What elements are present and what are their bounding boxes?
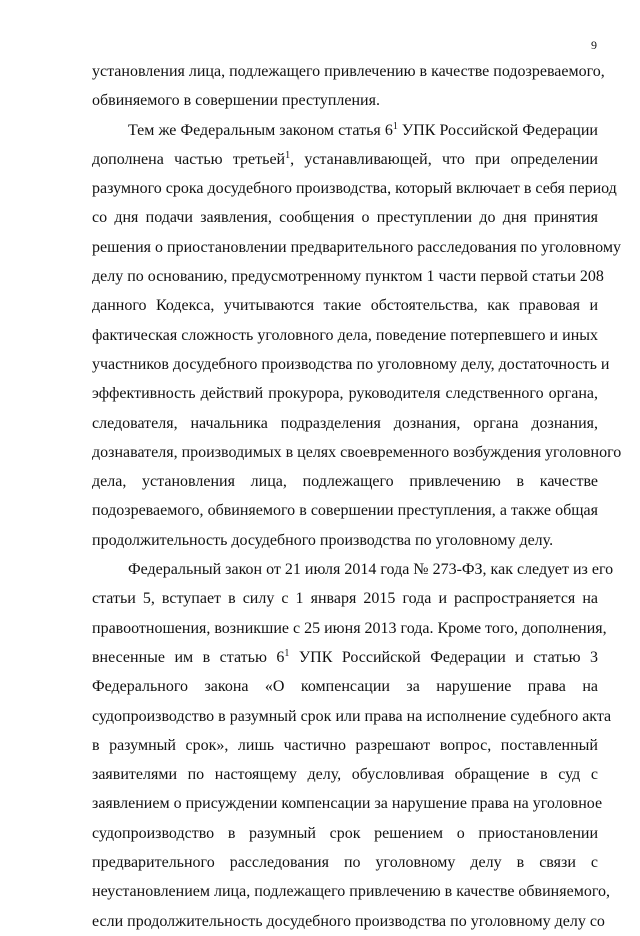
text-line: делу по основанию, предусмотренному пунктом 1 части первой статьи 208 bbox=[92, 268, 604, 286]
text-line: Федерального закона «О компенсации за нарушение права на bbox=[92, 678, 598, 696]
text-line: со дня подачи заявления, сообщения о преступлении до дня принятия bbox=[92, 209, 598, 227]
text-line: данного Кодекса, учитываются такие обстоятельства, как правовая и bbox=[92, 297, 598, 315]
text-line: судопроизводство в разумный срок решением о приостановлении bbox=[92, 824, 598, 842]
text-line: установления лица, подлежащего привлечению в качестве подозреваемого, bbox=[92, 63, 605, 80]
text-line: статьи 5, вступает в силу с 1 января 2015 года и распространяется на bbox=[92, 590, 598, 608]
text-line: решения о приостановлении предварительного расследования по уголовному bbox=[92, 238, 621, 256]
paragraph-end-line: обвиняемого в совершении преступления. bbox=[92, 92, 380, 110]
superscript: 1 bbox=[285, 149, 291, 161]
text-line: судопроизводство в разумный срок или права на исполнение судебного акта bbox=[92, 707, 612, 725]
text-line: фактическая сложность уголовного дела, поведение потерпевшего и иных bbox=[92, 326, 598, 344]
text-line: участников досудебного производства по уголовному делу, достаточность и bbox=[92, 355, 610, 373]
text-fragment: дополнена частью третьей bbox=[92, 150, 286, 168]
superscript: 1 bbox=[284, 647, 290, 659]
paragraph-start-line: Федеральный закон от 21 июля 2014 года № 273-ФЗ, как следует из его bbox=[128, 561, 614, 579]
text-fragment: внесенные им в статью 6 bbox=[92, 648, 285, 666]
text-line: следователя, начальника подразделения дознания, органа дознания, bbox=[92, 414, 598, 432]
superscript: 1 bbox=[392, 120, 398, 132]
text-line: эффективность действий прокурора, руководителя следственного органа, bbox=[92, 385, 598, 403]
text-line: предварительного расследования по уголовному делу в связи с bbox=[92, 854, 598, 872]
text-fragment: Тем же Федеральным законом статья 6 bbox=[128, 121, 393, 139]
document-body bbox=[92, 57, 622, 936]
text-line: заявителями по настоящему делу, обусловливая обращение в суд с bbox=[92, 766, 598, 784]
text-line: в разумный срок», лишь частично разрешают вопрос, поставленный bbox=[92, 736, 598, 754]
text-fragment: УПК Российской Федерации и статью 3 bbox=[289, 648, 599, 666]
text-line: если продолжительность досудебного производства по уголовному делу со bbox=[92, 912, 605, 930]
text-line bbox=[92, 145, 598, 174]
paragraph-end-line: продолжительность досудебного производства по уголовному делу. bbox=[92, 531, 554, 549]
text-line: неустановлением лица, подлежащего привлечению в качестве обвиняемого, bbox=[92, 883, 610, 901]
text-line: заявлением о присуждении компенсации за нарушение права на уголовное bbox=[92, 795, 603, 813]
text-line bbox=[92, 643, 598, 672]
text-line: подозреваемого, обвиняемого в совершении преступления, а также общая bbox=[92, 502, 598, 520]
paragraph-start-line bbox=[92, 116, 598, 145]
text-line: разумного срока досудебного производства, который включает в себя период bbox=[92, 180, 617, 198]
text-fragment: УПК Российской Федерации bbox=[397, 121, 598, 139]
page-number: 9 bbox=[591, 38, 597, 52]
text-fragment: , устанавливающей, что при определении bbox=[290, 150, 598, 168]
text-line: дознавателя, производимых в целях своевременного возбуждения уголовного bbox=[92, 443, 622, 461]
text-line: правоотношения, возникшие с 25 июня 2013 года. Кроме того, дополнения, bbox=[92, 619, 607, 637]
text-line: дела, установления лица, подлежащего привлечению в качестве bbox=[92, 473, 598, 491]
